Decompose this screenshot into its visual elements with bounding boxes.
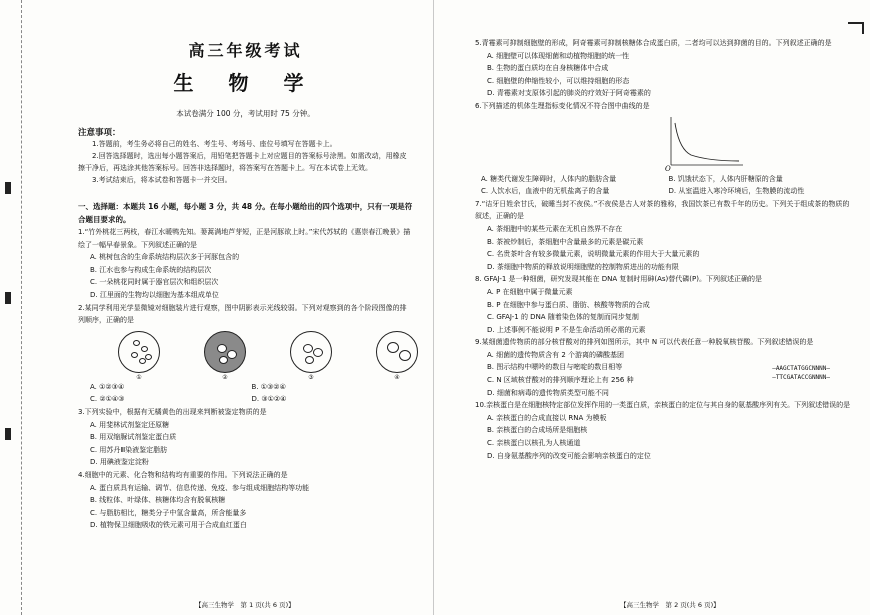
option: C. GFAJ-1 的 DNA 随着染色体的复制而同步复制 [487, 313, 639, 322]
dna-sequence-figure [772, 364, 830, 382]
option: D. ③①②④ [251, 395, 287, 404]
question-10 [475, 399, 856, 462]
option: C. 用苏丹Ⅲ染液鉴定脂肪 [90, 445, 168, 454]
option: A. P 在细胞中属于微量元素 [487, 287, 573, 296]
question-stem: 8. GFAJ-1 是一种细菌，研究发现其能在 DNA 复制时用砷(As)替代磷(P)。下列叙述正确的是 [475, 275, 762, 284]
subject-title: 生 物 学 [173, 71, 318, 95]
option: D. 青霉素对支原体引起的肺炎的疗效好于阿奇霉素的 [487, 89, 651, 98]
question-stem: 3.下列实验中，根据有无橘黄色的出现来判断被鉴定物质的是 [78, 407, 267, 416]
option: B. 茶被炒制后，茶细胞中含量最多的元素是碳元素 [487, 237, 644, 246]
figure-label: ④ [394, 373, 400, 381]
dna-strand-bottom: —TTCGATACCGNNNN— [772, 374, 830, 382]
option: A. 用斐林试剂鉴定还原糖 [90, 420, 170, 429]
option: B. 饥饿状态下，人体内肝糖原的含量 [668, 174, 783, 183]
question-stem: 7.“诘牙日姓余甘氏，破睡当封不夜侯。”不夜侯是古人对茶的雅称，我国饮茶已有数千年的历史。下列关于组成茶的物质的叙述，正确的是 [475, 199, 850, 221]
option: B. ①③②④ [251, 382, 286, 391]
question-stem: 5.青霉素可抑制细胞壁的形成，阿奇霉素可抑制核糖体合成蛋白质，二者均可以达到抑菌的目的。下列叙述正确的是 [475, 39, 832, 47]
option: D. 自身氨基酸序列的改变可能会影响亲核蛋白的定位 [487, 451, 651, 460]
microscope-view-2 [204, 331, 246, 373]
question-stem: 9.某细菌遗传物质的部分核苷酸对的排列如图所示，其中 N 可以代表任意一种脱氧核苷酸。下列叙述错误的是 [475, 338, 814, 347]
option-row [475, 185, 856, 198]
option: A. 桃树包含的生命系统结构层次多于河豚包含的 [90, 253, 240, 262]
option: A. 蛋白质具有运输、调节、信息传递、免疫、参与组成细胞结构等功能 [90, 483, 310, 492]
option: C. ②①④③ [90, 395, 125, 404]
option: D. 从室温进入寒冷环境后，生物膜的流动性 [668, 187, 805, 196]
question-3 [78, 406, 413, 469]
option: A. 糖类代谢发生障碍时，人体内的脂肪含量 [481, 174, 617, 183]
question-8 [475, 273, 856, 336]
score-line: 本试卷满分 100 分，考试用时 75 分钟。 [176, 109, 315, 118]
option: C. N 区域核苷酸对的排列顺序理论上有 256 种 [487, 376, 634, 385]
question-4 [78, 469, 413, 532]
option: B. 线粒体、叶绿体、核糖体均含有脱氧核糖 [90, 496, 226, 505]
option-row [78, 381, 413, 394]
option-row [475, 173, 856, 186]
microscope-figure [118, 331, 418, 381]
option: D. 茶细胞中物质的释放说明细胞壁的控制物质进出的功能有限 [487, 262, 679, 271]
option: C. 一朵桃花同时属于器官层次和组织层次 [90, 278, 219, 287]
notes-heading: 注意事项： [78, 128, 121, 138]
question-9 [475, 336, 856, 399]
option: D. 用碘液鉴定淀粉 [90, 458, 149, 467]
option: C. 细胞壁的伸缩性较小，可以维持细胞的形态 [487, 76, 630, 85]
option: A. ①②③④ [90, 382, 125, 391]
option: A. 细菌的遗传物质含有 2 个游离的磷酸基团 [487, 350, 625, 359]
option: C. 人饮水后，血液中的无机盐离子的含量 [481, 187, 610, 196]
question-2 [78, 302, 413, 406]
figure-label: ③ [308, 373, 314, 381]
decay-curve [675, 123, 739, 161]
option: B. 亲核蛋白的合成场所是细胞核 [487, 426, 588, 435]
question-5 [475, 37, 856, 100]
option: D. 上述事例不能说明 P 不是生命活动所必需的元素 [487, 325, 646, 334]
question-6 [475, 100, 856, 198]
option: B. P 在细胞中参与蛋白质、脂肪、核酸等物质的合成 [487, 300, 650, 309]
question-1 [78, 226, 413, 302]
option: B. 用双缩脲试剂鉴定蛋白质 [90, 433, 177, 442]
option: B. 生物的蛋白质均在自身核糖体中合成 [487, 64, 609, 73]
note-item: 3.考试结束后，将本试卷和答题卡一并交回。 [92, 176, 232, 184]
page-footer: 【高三生物学 第 2 页(共 6 页)】 [620, 601, 720, 609]
option: A. 茶细胞中的某些元素在无机自然界不存在 [487, 224, 623, 233]
option: C. 亲核蛋白以核孔为人核通道 [487, 439, 581, 448]
option: D. 江里面的生物均以细胞为基本组成单位 [90, 290, 219, 299]
option: B. 图示结构中嘌呤的数目与嘧啶的数目相等 [487, 363, 623, 372]
origin-label: O [665, 164, 671, 171]
option: A. 亲核蛋白的合成直接以 RNA 为模板 [487, 413, 607, 422]
question-stem: 6.下列描述的机体生理指标变化情况不符合图中曲线的是 [475, 101, 650, 110]
option: B. 江水也参与构成生命系统的结构层次 [90, 265, 212, 274]
note-item: 2.回答选择题时，选出每小题答案后，用铅笔把答题卡上对应题目的答案标号涂黑。如需改动，用橡皮擦干净后，再选涂其他答案标号。回答非选择题时，将答案写在答题卡上。写在本试卷上无效。 [78, 152, 407, 172]
decay-curve-chart [665, 115, 745, 171]
question-stem: 4.细胞中的元素、化合物和结构均有重要的作用。下列说法正确的是 [78, 470, 288, 479]
question-stem: 1.“竹外桃花三两枝，春江水暖鸭先知。蒌蒿满地芦芽短，正是河豚欲上时。”宋代苏轼的《惠崇春江晚景》描绘了一幅早春景象。下列叙述正确的是 [78, 228, 411, 249]
page-2 [435, 0, 870, 615]
question-7 [475, 198, 856, 274]
option: D. 细菌和病毒的遗传物质类型可能不同 [487, 388, 609, 397]
option: A. 细胞壁可以体现细菌和动植物细胞的统一性 [487, 51, 630, 60]
note-item: 1.答题前，考生务必将自己的姓名、考生号、考场号、座位号填写在答题卡上。 [92, 140, 337, 148]
option-row [78, 393, 413, 406]
page-footer: 【高三生物学 第 1 页(共 6 页)】 [195, 601, 295, 609]
option: D. 植物保卫细胞吸收的铁元素可用于合成血红蛋白 [90, 521, 247, 530]
microscope-view-4 [376, 331, 418, 373]
figure-label: ① [136, 373, 142, 381]
figure-label: ② [222, 373, 228, 381]
section-heading: 一、选择题：本题共 16 小题，每小题 3 分，共 48 分。在每小题给出的四个选项中，只有一项是符合题目要求的。 [78, 202, 413, 224]
dna-strand-top: —AAGCTATGGCNNNN— [772, 365, 830, 373]
question-stem: 2.某同学利用光学显微镜对细胞装片进行观察，图中阴影表示光线较弱。下列对观察到的各个阶段图像的排列顺序，正确的是 [78, 303, 407, 325]
microscope-view-3 [290, 331, 332, 373]
option: C. 名贵茶叶含有较多微量元素，说明微量元素的作用大于大量元素的 [487, 250, 700, 259]
exam-title: 高三年级考试 [188, 41, 303, 60]
question-stem: 10.亲核蛋白是在细胞核特定部位发挥作用的一类蛋白质，亲核蛋白的定位与其自身的氨基酸序列有关。下列叙述错误的是 [475, 401, 851, 410]
microscope-view-1 [118, 331, 160, 373]
option: C. 与脂肪相比，糖类分子中氢含量高，所含能量多 [90, 508, 247, 517]
